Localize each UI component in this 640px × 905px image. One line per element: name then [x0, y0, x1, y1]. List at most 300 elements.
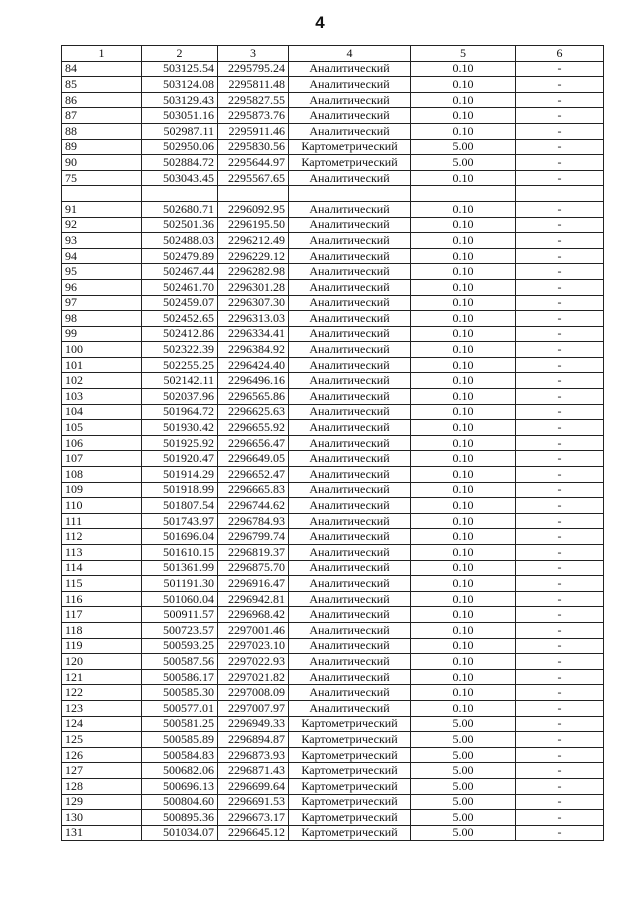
description-cell: -: [516, 669, 604, 685]
method-cell: Аналитический: [289, 77, 411, 93]
point-number-cell: 114: [62, 560, 142, 576]
x-coordinate-cell: 500682.06: [142, 763, 218, 779]
description-cell: -: [516, 420, 604, 436]
point-number-cell: 127: [62, 763, 142, 779]
y-coordinate-cell: 2295830.56: [218, 139, 289, 155]
accuracy-cell: 0.10: [411, 467, 516, 483]
table-row: [62, 420, 604, 436]
point-number-cell: 109: [62, 482, 142, 498]
method-cell: Аналитический: [289, 685, 411, 701]
point-number-cell: 75: [62, 170, 142, 186]
accuracy-cell: 0.10: [411, 435, 516, 451]
method-cell: Аналитический: [289, 389, 411, 405]
description-cell: -: [516, 545, 604, 561]
description-cell: -: [516, 155, 604, 171]
point-number-cell: 91: [62, 201, 142, 217]
table-row: [62, 591, 604, 607]
table-row: [62, 482, 604, 498]
x-coordinate-cell: 500895.36: [142, 810, 218, 826]
table-row: [62, 92, 604, 108]
description-cell: -: [516, 326, 604, 342]
description-cell: -: [516, 92, 604, 108]
description-cell: -: [516, 295, 604, 311]
point-number-cell: 86: [62, 92, 142, 108]
y-coordinate-cell: 2296307.30: [218, 295, 289, 311]
accuracy-cell: 0.10: [411, 545, 516, 561]
method-cell: Картометрический: [289, 139, 411, 155]
table-row: [62, 794, 604, 810]
x-coordinate-cell: 503051.16: [142, 108, 218, 124]
accuracy-cell: 0.10: [411, 61, 516, 77]
x-coordinate-cell: 501925.92: [142, 435, 218, 451]
table-row: [62, 654, 604, 670]
accuracy-cell: 0.10: [411, 108, 516, 124]
accuracy-cell: 0.10: [411, 685, 516, 701]
description-cell: -: [516, 810, 604, 826]
method-cell: Картометрический: [289, 155, 411, 171]
table-row: [62, 810, 604, 826]
table-row: [62, 404, 604, 420]
accuracy-cell: 0.10: [411, 389, 516, 405]
accuracy-cell: 5.00: [411, 778, 516, 794]
y-coordinate-cell: 2296699.64: [218, 778, 289, 794]
y-coordinate-cell: 2296301.28: [218, 279, 289, 295]
x-coordinate-cell: 502461.70: [142, 279, 218, 295]
accuracy-cell: 0.10: [411, 295, 516, 311]
method-cell: Аналитический: [289, 357, 411, 373]
table-row: [62, 763, 604, 779]
x-coordinate-cell: 500586.17: [142, 669, 218, 685]
accuracy-cell: 5.00: [411, 155, 516, 171]
accuracy-cell: 0.10: [411, 700, 516, 716]
y-coordinate-cell: 2296873.93: [218, 747, 289, 763]
point-number-cell: 100: [62, 342, 142, 358]
accuracy-cell: 0.10: [411, 591, 516, 607]
method-cell: Аналитический: [289, 576, 411, 592]
description-cell: -: [516, 482, 604, 498]
method-cell: Картометрический: [289, 778, 411, 794]
description-cell: -: [516, 311, 604, 327]
y-coordinate-cell: 2296645.12: [218, 825, 289, 841]
description-cell: -: [516, 279, 604, 295]
description-cell: -: [516, 778, 604, 794]
y-coordinate-cell: 2296565.86: [218, 389, 289, 405]
accuracy-cell: 0.10: [411, 264, 516, 280]
accuracy-cell: 0.10: [411, 404, 516, 420]
table-row: [62, 170, 604, 186]
description-cell: -: [516, 825, 604, 841]
description-cell: -: [516, 763, 604, 779]
method-cell: Картометрический: [289, 747, 411, 763]
accuracy-cell: 0.10: [411, 342, 516, 358]
method-cell: Аналитический: [289, 654, 411, 670]
accuracy-cell: 0.10: [411, 170, 516, 186]
point-number-cell: 87: [62, 108, 142, 124]
point-number-cell: 88: [62, 123, 142, 139]
description-cell: -: [516, 794, 604, 810]
accuracy-cell: 0.10: [411, 576, 516, 592]
x-coordinate-cell: 501930.42: [142, 420, 218, 436]
method-cell: Аналитический: [289, 451, 411, 467]
accuracy-cell: 0.10: [411, 92, 516, 108]
point-number-cell: 101: [62, 357, 142, 373]
table-row: [62, 825, 604, 841]
y-coordinate-cell: 2295644.97: [218, 155, 289, 171]
point-number-cell: 102: [62, 373, 142, 389]
column-header: 5: [411, 46, 516, 62]
y-coordinate-cell: 2296655.92: [218, 420, 289, 436]
point-number-cell: 108: [62, 467, 142, 483]
description-cell: -: [516, 716, 604, 732]
method-cell: Аналитический: [289, 201, 411, 217]
x-coordinate-cell: 502322.39: [142, 342, 218, 358]
point-number-cell: 125: [62, 732, 142, 748]
point-number-cell: 84: [62, 61, 142, 77]
method-cell: Аналитический: [289, 669, 411, 685]
method-cell: Аналитический: [289, 560, 411, 576]
y-coordinate-cell: 2295795.24: [218, 61, 289, 77]
description-cell: -: [516, 373, 604, 389]
accuracy-cell: 5.00: [411, 794, 516, 810]
x-coordinate-cell: 502950.06: [142, 139, 218, 155]
table-row: [62, 201, 604, 217]
point-number-cell: 98: [62, 311, 142, 327]
point-number-cell: [62, 186, 142, 202]
accuracy-cell: 0.10: [411, 669, 516, 685]
column-header: 2: [142, 46, 218, 62]
method-cell: Аналитический: [289, 513, 411, 529]
y-coordinate-cell: 2297021.82: [218, 669, 289, 685]
table-row: [62, 186, 604, 202]
point-number-cell: 131: [62, 825, 142, 841]
y-coordinate-cell: 2296656.47: [218, 435, 289, 451]
method-cell: Аналитический: [289, 170, 411, 186]
description-cell: -: [516, 233, 604, 249]
point-number-cell: 113: [62, 545, 142, 561]
description-cell: -: [516, 732, 604, 748]
table-row: [62, 716, 604, 732]
y-coordinate-cell: 2296496.16: [218, 373, 289, 389]
description-cell: -: [516, 201, 604, 217]
point-number-cell: 90: [62, 155, 142, 171]
table-row: [62, 607, 604, 623]
x-coordinate-cell: 500593.25: [142, 638, 218, 654]
x-coordinate-cell: 501918.99: [142, 482, 218, 498]
point-number-cell: 92: [62, 217, 142, 233]
accuracy-cell: 0.10: [411, 654, 516, 670]
x-coordinate-cell: 500581.25: [142, 716, 218, 732]
x-coordinate-cell: 500585.30: [142, 685, 218, 701]
y-coordinate-cell: 2296313.03: [218, 311, 289, 327]
y-coordinate-cell: 2296744.62: [218, 498, 289, 514]
x-coordinate-cell: 502037.96: [142, 389, 218, 405]
accuracy-cell: 5.00: [411, 825, 516, 841]
point-number-cell: 107: [62, 451, 142, 467]
x-coordinate-cell: 501034.07: [142, 825, 218, 841]
table-row: [62, 311, 604, 327]
point-number-cell: 85: [62, 77, 142, 93]
x-coordinate-cell: 501361.99: [142, 560, 218, 576]
x-coordinate-cell: 501743.97: [142, 513, 218, 529]
table-row: [62, 778, 604, 794]
y-coordinate-cell: 2296229.12: [218, 248, 289, 264]
description-cell: -: [516, 576, 604, 592]
column-header: 4: [289, 46, 411, 62]
table-row: [62, 342, 604, 358]
table-row: [62, 295, 604, 311]
y-coordinate-cell: 2296819.37: [218, 545, 289, 561]
point-number-cell: 97: [62, 295, 142, 311]
point-number-cell: 129: [62, 794, 142, 810]
description-cell: -: [516, 170, 604, 186]
description-cell: -: [516, 529, 604, 545]
table-row: [62, 622, 604, 638]
accuracy-cell: 0.10: [411, 529, 516, 545]
description-cell: -: [516, 217, 604, 233]
accuracy-cell: 0.10: [411, 498, 516, 514]
table-body: [62, 61, 604, 841]
point-number-cell: 126: [62, 747, 142, 763]
y-coordinate-cell: 2296649.05: [218, 451, 289, 467]
y-coordinate-cell: [218, 186, 289, 202]
accuracy-cell: 0.10: [411, 482, 516, 498]
table-row: [62, 529, 604, 545]
method-cell: Аналитический: [289, 233, 411, 249]
x-coordinate-cell: 503129.43: [142, 92, 218, 108]
y-coordinate-cell: 2295567.65: [218, 170, 289, 186]
point-number-cell: 89: [62, 139, 142, 155]
y-coordinate-cell: 2297001.46: [218, 622, 289, 638]
accuracy-cell: 0.10: [411, 373, 516, 389]
table-row: [62, 545, 604, 561]
point-number-cell: 117: [62, 607, 142, 623]
y-coordinate-cell: 2295827.55: [218, 92, 289, 108]
y-coordinate-cell: 2295873.76: [218, 108, 289, 124]
y-coordinate-cell: 2296625.63: [218, 404, 289, 420]
x-coordinate-cell: 500696.13: [142, 778, 218, 794]
table-row: [62, 669, 604, 685]
table-row: [62, 357, 604, 373]
x-coordinate-cell: 502452.65: [142, 311, 218, 327]
point-number-cell: 122: [62, 685, 142, 701]
description-cell: -: [516, 357, 604, 373]
point-number-cell: 104: [62, 404, 142, 420]
table-row: [62, 685, 604, 701]
method-cell: Картометрический: [289, 763, 411, 779]
accuracy-cell: [411, 186, 516, 202]
point-number-cell: 106: [62, 435, 142, 451]
x-coordinate-cell: 502467.44: [142, 264, 218, 280]
point-number-cell: 123: [62, 700, 142, 716]
method-cell: Картометрический: [289, 810, 411, 826]
x-coordinate-cell: 500584.83: [142, 747, 218, 763]
x-coordinate-cell: 500804.60: [142, 794, 218, 810]
y-coordinate-cell: 2296384.92: [218, 342, 289, 358]
y-coordinate-cell: 2296334.41: [218, 326, 289, 342]
x-coordinate-cell: 500911.57: [142, 607, 218, 623]
y-coordinate-cell: 2295811.48: [218, 77, 289, 93]
table-row: [62, 108, 604, 124]
accuracy-cell: 0.10: [411, 513, 516, 529]
column-header: 6: [516, 46, 604, 62]
x-coordinate-cell: 500587.56: [142, 654, 218, 670]
table-row: [62, 732, 604, 748]
description-cell: -: [516, 435, 604, 451]
table-row: [62, 61, 604, 77]
method-cell: Аналитический: [289, 264, 411, 280]
method-cell: Аналитический: [289, 700, 411, 716]
point-number-cell: 95: [62, 264, 142, 280]
description-cell: -: [516, 108, 604, 124]
y-coordinate-cell: 2296665.83: [218, 482, 289, 498]
method-cell: Аналитический: [289, 622, 411, 638]
accuracy-cell: 0.10: [411, 248, 516, 264]
y-coordinate-cell: 2297008.09: [218, 685, 289, 701]
method-cell: Аналитический: [289, 498, 411, 514]
description-cell: -: [516, 747, 604, 763]
description-cell: -: [516, 607, 604, 623]
table-row: [62, 279, 604, 295]
table-row: [62, 77, 604, 93]
x-coordinate-cell: 501914.29: [142, 467, 218, 483]
x-coordinate-cell: 502501.36: [142, 217, 218, 233]
y-coordinate-cell: 2296282.98: [218, 264, 289, 280]
x-coordinate-cell: 502459.07: [142, 295, 218, 311]
x-coordinate-cell: 501964.72: [142, 404, 218, 420]
description-cell: -: [516, 264, 604, 280]
x-coordinate-cell: 501191.30: [142, 576, 218, 592]
x-coordinate-cell: 502479.89: [142, 248, 218, 264]
description-cell: -: [516, 389, 604, 405]
y-coordinate-cell: 2296799.74: [218, 529, 289, 545]
method-cell: Аналитический: [289, 482, 411, 498]
method-cell: Аналитический: [289, 420, 411, 436]
y-coordinate-cell: 2297023.10: [218, 638, 289, 654]
y-coordinate-cell: 2297007.97: [218, 700, 289, 716]
method-cell: Картометрический: [289, 825, 411, 841]
y-coordinate-cell: 2296875.70: [218, 560, 289, 576]
y-coordinate-cell: 2296673.17: [218, 810, 289, 826]
table-header-row: [62, 46, 604, 62]
y-coordinate-cell: 2296212.49: [218, 233, 289, 249]
table-row: [62, 233, 604, 249]
table-row: [62, 389, 604, 405]
description-cell: -: [516, 342, 604, 358]
y-coordinate-cell: 2296949.33: [218, 716, 289, 732]
method-cell: Картометрический: [289, 732, 411, 748]
y-coordinate-cell: 2296894.87: [218, 732, 289, 748]
method-cell: Аналитический: [289, 279, 411, 295]
method-cell: Аналитический: [289, 311, 411, 327]
point-number-cell: 121: [62, 669, 142, 685]
description-cell: -: [516, 591, 604, 607]
accuracy-cell: 0.10: [411, 560, 516, 576]
accuracy-cell: 0.10: [411, 233, 516, 249]
accuracy-cell: 0.10: [411, 638, 516, 654]
point-number-cell: 116: [62, 591, 142, 607]
x-coordinate-cell: 503043.45: [142, 170, 218, 186]
x-coordinate-cell: 502987.11: [142, 123, 218, 139]
accuracy-cell: 0.10: [411, 279, 516, 295]
y-coordinate-cell: 2296691.53: [218, 794, 289, 810]
accuracy-cell: 0.10: [411, 607, 516, 623]
accuracy-cell: 0.10: [411, 123, 516, 139]
description-cell: -: [516, 685, 604, 701]
description-cell: -: [516, 404, 604, 420]
point-number-cell: 120: [62, 654, 142, 670]
method-cell: [289, 186, 411, 202]
x-coordinate-cell: 502412.86: [142, 326, 218, 342]
x-coordinate-cell: 501807.54: [142, 498, 218, 514]
table-row: [62, 217, 604, 233]
x-coordinate-cell: 500723.57: [142, 622, 218, 638]
point-number-cell: 111: [62, 513, 142, 529]
method-cell: Аналитический: [289, 545, 411, 561]
y-coordinate-cell: 2296968.42: [218, 607, 289, 623]
method-cell: Аналитический: [289, 591, 411, 607]
description-cell: -: [516, 513, 604, 529]
y-coordinate-cell: 2296195.50: [218, 217, 289, 233]
method-cell: Аналитический: [289, 217, 411, 233]
method-cell: Аналитический: [289, 342, 411, 358]
point-number-cell: 110: [62, 498, 142, 514]
accuracy-cell: 0.10: [411, 451, 516, 467]
x-coordinate-cell: 501060.04: [142, 591, 218, 607]
description-cell: -: [516, 123, 604, 139]
accuracy-cell: 5.00: [411, 139, 516, 155]
description-cell: -: [516, 139, 604, 155]
description-cell: -: [516, 498, 604, 514]
x-coordinate-cell: [142, 186, 218, 202]
point-number-cell: 99: [62, 326, 142, 342]
x-coordinate-cell: 501696.04: [142, 529, 218, 545]
description-cell: -: [516, 467, 604, 483]
accuracy-cell: 0.10: [411, 357, 516, 373]
method-cell: Аналитический: [289, 326, 411, 342]
y-coordinate-cell: 2296092.95: [218, 201, 289, 217]
description-cell: -: [516, 638, 604, 654]
point-number-cell: 124: [62, 716, 142, 732]
column-header: 3: [218, 46, 289, 62]
table-row: [62, 700, 604, 716]
method-cell: Аналитический: [289, 467, 411, 483]
point-number-cell: 115: [62, 576, 142, 592]
table-row: [62, 467, 604, 483]
description-cell: -: [516, 622, 604, 638]
method-cell: Аналитический: [289, 248, 411, 264]
description-cell: -: [516, 560, 604, 576]
description-cell: -: [516, 248, 604, 264]
table-row: [62, 373, 604, 389]
x-coordinate-cell: 502884.72: [142, 155, 218, 171]
x-coordinate-cell: 502142.11: [142, 373, 218, 389]
accuracy-cell: 5.00: [411, 732, 516, 748]
table-row: [62, 638, 604, 654]
table-row: [62, 326, 604, 342]
y-coordinate-cell: 2295911.46: [218, 123, 289, 139]
method-cell: Аналитический: [289, 607, 411, 623]
method-cell: Аналитический: [289, 295, 411, 311]
description-cell: -: [516, 700, 604, 716]
point-number-cell: 118: [62, 622, 142, 638]
accuracy-cell: 5.00: [411, 810, 516, 826]
method-cell: Картометрический: [289, 716, 411, 732]
method-cell: Аналитический: [289, 123, 411, 139]
table-row: [62, 139, 604, 155]
y-coordinate-cell: 2296871.43: [218, 763, 289, 779]
accuracy-cell: 5.00: [411, 716, 516, 732]
point-number-cell: 128: [62, 778, 142, 794]
